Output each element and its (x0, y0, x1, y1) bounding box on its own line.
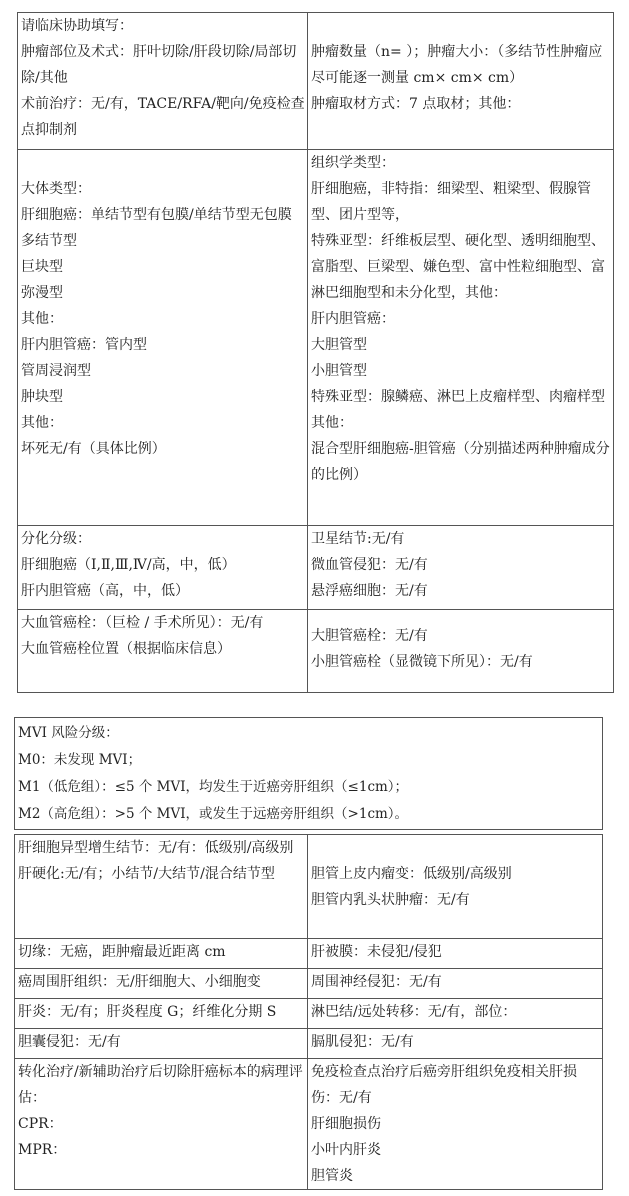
list-item: 免疫检查点治疗后癌旁肝组织免疫相关肝损伤：无/有 (311, 1064, 577, 1106)
bile-duct-thrombus-cell (308, 610, 614, 693)
list-item: 卫星结节:无/有 (311, 531, 405, 547)
histologic-type-heading: 组织学类型： (311, 155, 395, 171)
preoperative-treatment: 术前治疗：无/有，TACE/RFA/靶向/免疫检查点抑制剂 (21, 96, 305, 138)
perineural-invasion-cell: 周围神经侵犯：无/有 (308, 969, 603, 999)
list-item: 弥漫型 (21, 285, 63, 301)
mvi-heading: MVI 风险分级： (18, 725, 119, 741)
mvi-risk-box (14, 717, 603, 830)
clinical-info-heading: 请临床协助填写： (21, 18, 133, 34)
tumor-count-size: 肿瘤数量（n= ）；肿瘤大小：（多结节性肿瘤应尽可能逐一测量 cm× cm× cm） (311, 44, 603, 86)
list-item: 肝细胞癌（Ⅰ,Ⅱ,Ⅲ,Ⅳ/高，中，低） (21, 557, 236, 573)
list-item: 肝细胞癌，非特指：细梁型、粗梁型、假腺管型、团片型等， (311, 181, 591, 223)
list-item: 悬浮癌细胞：无/有 (311, 583, 428, 599)
list-item: 特殊亚型：腺鳞癌、淋巴上皮瘤样型、肉瘤样型 (311, 389, 605, 405)
immune-injury-cell (308, 1059, 603, 1190)
list-item: MPR： (18, 1142, 67, 1158)
clinical-info-cell (18, 13, 308, 150)
gallbladder-invasion-cell: 胆囊侵犯：无/有 (15, 1029, 308, 1059)
table-row (15, 718, 603, 830)
table-row (15, 1059, 603, 1190)
list-item: M1（低危组）：≤5 个 MVI，均发生于近癌旁肝组织（≤1cm）； (18, 779, 409, 795)
pathology-form-table-top (17, 12, 614, 693)
list-item: 巨块型 (21, 259, 63, 275)
list-item: 胆管炎 (311, 1168, 353, 1184)
lymph-node-cell: 淋巴结/远处转移：无/有，部位： (308, 999, 603, 1029)
list-item: M0：未发现 MVI； (18, 752, 142, 768)
differentiation-grade-cell (18, 526, 308, 610)
satellite-nodule-cell (308, 526, 614, 610)
list-item: 肝细胞癌：单结节型有包膜/单结节型无包膜 (21, 207, 292, 223)
differentiation-heading: 分化分级： (21, 531, 91, 547)
diaphragm-invasion-cell: 膈肌侵犯：无/有 (308, 1029, 603, 1059)
table-row (15, 939, 603, 969)
list-item: 多结节型 (21, 233, 77, 249)
list-item: 其他： (21, 311, 63, 327)
list-item: 小叶内肝炎 (311, 1142, 381, 1158)
table-row (18, 13, 614, 150)
biliary-neoplasia-cell (308, 835, 603, 939)
tumor-count-size-cell (308, 13, 614, 150)
list-item: 大血管癌栓：（巨检 / 手术所见）：无/有 (21, 615, 264, 631)
mvi-risk-cell (15, 718, 603, 830)
list-item: 混合型肝细胞癌-胆管癌（分别描述两种肿瘤成分的比例） (311, 441, 610, 483)
table-row (15, 835, 603, 939)
list-item: 胆管上皮内瘤变：低级别/高级别 (311, 866, 512, 882)
list-item: 肝硬化:无/有；小结节/大结节/混合结节型 (18, 866, 275, 882)
neoadjuvant-evaluation-cell (15, 1059, 308, 1190)
list-item: 大胆管癌栓：无/有 (311, 628, 428, 644)
list-item: 转化治疗/新辅助治疗后切除肝癌标本的病理评估： (18, 1064, 303, 1106)
histologic-type-cell (308, 150, 614, 526)
list-item: CPR： (18, 1116, 63, 1132)
list-item: 管周浸润型 (21, 363, 91, 379)
list-item: 肝内胆管癌： (311, 311, 395, 327)
capsule-invasion-cell: 肝被膜：未侵犯/侵犯 (308, 939, 603, 969)
surrounding-liver-cell: 癌周围肝组织：无/肝细胞大、小细胞变 (15, 969, 308, 999)
dysplastic-nodule-cell (15, 835, 308, 939)
list-item: 肝内胆管癌（高，中，低） (21, 583, 189, 599)
list-item: 胆管内乳头状肿瘤：无/有 (311, 892, 470, 908)
list-item: 其他： (311, 415, 353, 431)
list-item: 肝细胞损伤 (311, 1116, 381, 1132)
list-item: 小胆管型 (311, 363, 367, 379)
margin-cell: 切缘：无癌，距肿瘤最近距离 cm (15, 939, 308, 969)
list-item: 大血管癌栓位置（根据临床信息） (21, 641, 231, 657)
table-row (18, 526, 614, 610)
list-item: 坏死无/有（具体比例） (21, 441, 166, 457)
list-item: 肝内胆管癌：管内型 (21, 337, 147, 353)
table-row (15, 1029, 603, 1059)
pathology-form-table-bottom (14, 834, 603, 1190)
hepatitis-cell: 肝炎：无/有；肝炎程度 G；纤维化分期 S (15, 999, 308, 1029)
table-row (18, 610, 614, 693)
list-item: 大胆管型 (311, 337, 367, 353)
vascular-thrombus-cell (18, 610, 308, 693)
table-row (15, 999, 603, 1029)
gross-type-cell (18, 150, 308, 526)
list-item: M2（高危组）：>5 个 MVI，或发生于远癌旁肝组织（>1cm）。 (18, 806, 409, 822)
list-item: 微血管侵犯：无/有 (311, 557, 428, 573)
list-item: 其他： (21, 415, 63, 431)
list-item: 特殊亚型：纤维板层型、硬化型、透明细胞型、富脂型、巨梁型、嫌色型、富中性粒细胞型、富淋巴细胞型和未分化型，其他： (311, 233, 605, 301)
table-row (15, 969, 603, 999)
list-item: 肝细胞异型增生结节：无/有：低级别/高级别 (18, 840, 294, 856)
sampling-method: 肿瘤取材方式：7 点取材；其他： (311, 96, 521, 112)
gross-type-heading: 大体类型： (21, 181, 91, 197)
table-row (18, 150, 614, 526)
list-item: 肿块型 (21, 389, 63, 405)
list-item: 小胆管癌栓（显微镜下所见）：无/有 (311, 654, 533, 670)
tumor-site-surgery: 肿瘤部位及术式：肝叶切除/肝段切除/局部切除/其他 (21, 44, 297, 86)
